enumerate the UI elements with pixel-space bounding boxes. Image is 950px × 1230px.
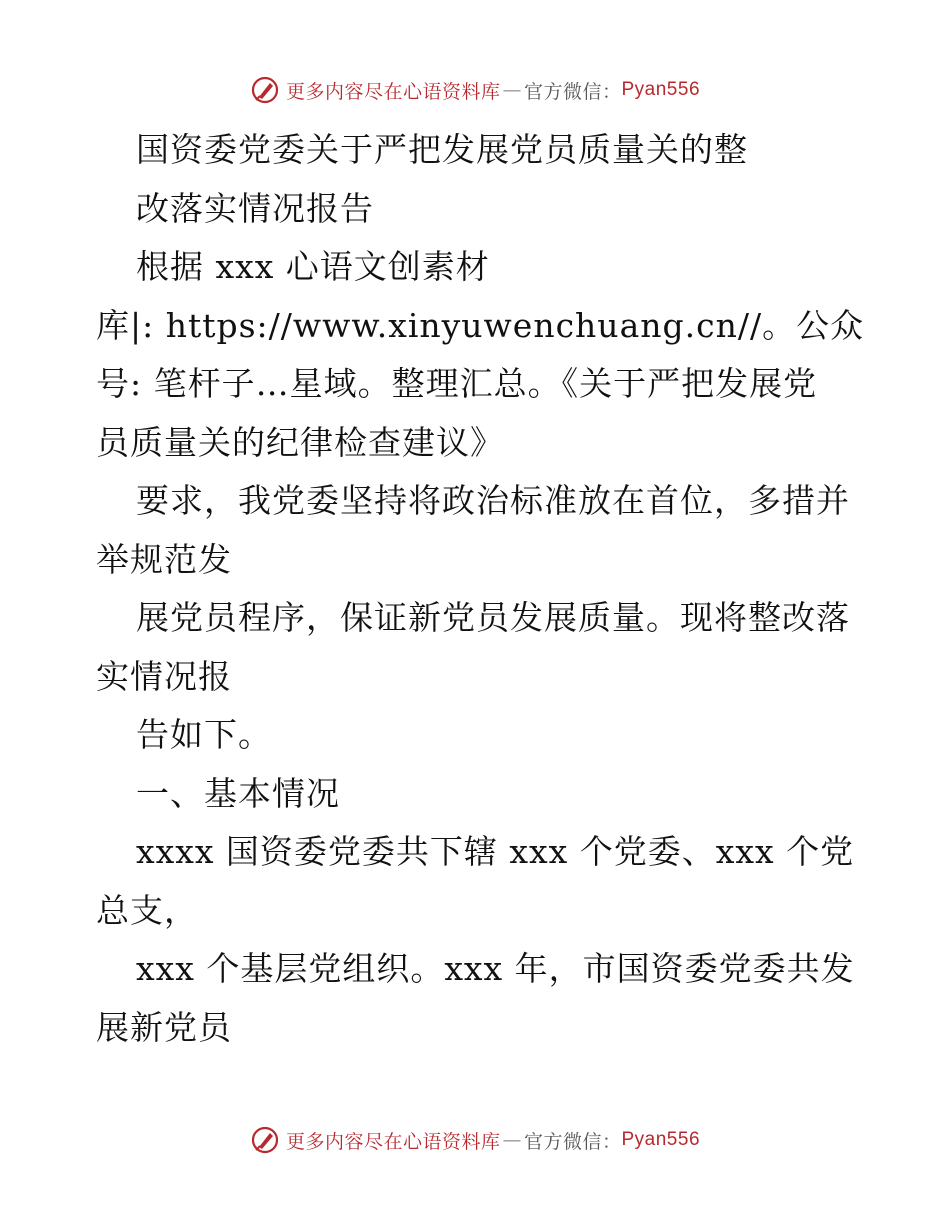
paragraph-line: xxxx 国资委党委共下辖 xxx 个党委、xxx 个党 — [136, 832, 855, 871]
quill-pen-logo-icon — [250, 1125, 280, 1155]
paragraph-line: 总支， — [96, 890, 198, 930]
paragraph-line: 告如下。 — [136, 715, 272, 754]
banner-dash: — — [502, 1129, 522, 1151]
title-line-1: 国资委党委关于严把发展党员质量关的整 — [136, 130, 748, 169]
quill-pen-logo-icon — [250, 75, 280, 105]
banner-wechat-id: Pyan556 — [621, 1129, 701, 1150]
paragraph-line: xxx 个基层党组织。xxx 年，市国资委党委共发 — [136, 949, 855, 988]
paragraph-line: 号: 笔杆子…星域。整理汇总。《关于严把发展党 — [96, 364, 818, 403]
banner-dash: — — [502, 79, 522, 101]
banner-text: 更多内容尽在心语资料库 — [285, 1130, 501, 1153]
paragraph-line: 展党员程序，保证新党员发展质量。现将整改落 — [136, 598, 850, 637]
banner-wechat-id: Pyan556 — [621, 79, 701, 100]
footer-banner — [0, 1120, 950, 1160]
paragraph-line: 要求，我党委坚持将政治标准放在首位，多措并 — [136, 481, 850, 520]
banner-text: 更多内容尽在心语资料库 — [285, 80, 501, 103]
paragraph-line: 根据 xxx 心语文创素材 — [136, 247, 490, 286]
paragraph-line: 库|: https://www.xinyuwenchuang.cn//。公众 — [96, 305, 865, 345]
title-line-2: 改落实情况报告 — [136, 188, 374, 228]
document-body — [96, 121, 865, 1057]
paragraph-line: 员质量关的纪律检查建议》 — [96, 422, 504, 462]
paragraph-line: 实情况报 — [96, 656, 232, 696]
header-banner — [0, 70, 950, 110]
banner-wechat-label: 官方微信： — [523, 80, 622, 103]
paragraph-line: 展新党员 — [96, 1007, 232, 1047]
banner-wechat-label: 官方微信： — [523, 1130, 622, 1153]
paragraph-line: 举规范发 — [96, 539, 232, 579]
section-heading: 一、基本情况 — [136, 773, 340, 813]
